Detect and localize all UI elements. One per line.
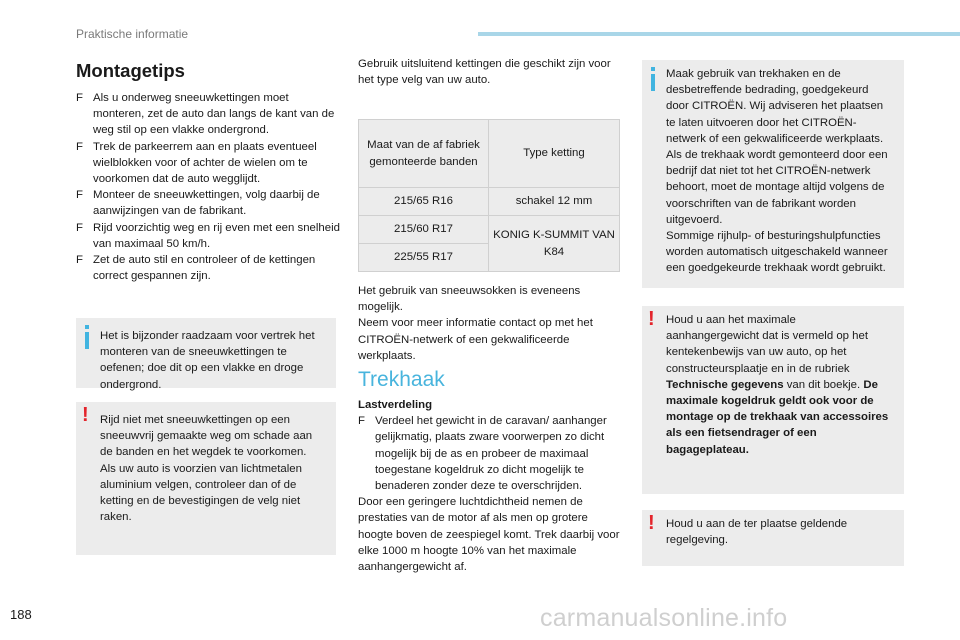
montagetips-info-box (76, 318, 336, 391)
chains-table-wrapper (358, 119, 620, 272)
header-accent-bar (478, 32, 960, 36)
lastverdeling-heading: Lastverdeling (358, 399, 433, 411)
table-header-row (359, 120, 620, 188)
bullet-icon: F (358, 415, 365, 428)
list-item: F Monteer de sneeuwkettingen, volg daarbij de aanwijzingen van de fabrikant. (76, 189, 320, 218)
bullet-icon: F (76, 253, 83, 266)
trekhaak-paragraph: Door een geringere luchtdichtheid nemen de prestaties van de motor af als men op grotere hoogte boven de zeespiegel komt. Trek daarbij voor elke 1000 m hoogte 10% van het maximale aanhangergewicht af. (358, 496, 620, 573)
trekhaak-title: Trekhaak (358, 368, 445, 391)
montagetips-list (76, 90, 340, 284)
info-text: Het is bijzonder raadzaam voor vertrek het monteren van de sneeuwkettingen te oefenen; doe dit op een vlakke en droge ondergrond. (100, 330, 315, 391)
warning-text: Rijd niet met sneeuwkettingen op een sneeuwvrij gemaakte weg om schade aan de banden en het wegdek te voorkomen. Als uw auto is voorzien van lichtmetalen aluminium velgen, controleer dan of de ketting en de bevestigingen de velg niet raken. (100, 414, 313, 524)
table-cell: 215/60 R17 (359, 216, 489, 244)
chains-table (358, 119, 620, 272)
socks-text: Het gebruik van sneeuwsokken is eveneens mogelijk. Neem voor meer informatie contact op met het CITROËN-netwerk of een gekwalificeerde werkplaats. (358, 285, 593, 362)
info-text: Maak gebruik van trekhaken en de desbetreffende bedrading, goedgekeurd door CITROËN. Wij adviseren het plaatsen te laten uitvoeren door het CITROËN-netwerk of een gekwalificeerde werkplaats. Als de trekhaak wordt gemonteerd door een bedrijf dat niet tot het CITROËN-netwerk behoort, moet de montage altijd volgens de voorschriften van de fabrikant worden uitgevoerd. Sommige rijhulp- of besturingshulpfuncties worden automatisch uitgeschakeld wanneer een goedgekeurde trekhaak wordt gebruikt. (666, 68, 888, 275)
bullet-icon: F (76, 221, 83, 234)
page-number: 188 (10, 607, 32, 622)
table-header-cell: Type ketting (489, 120, 620, 188)
list-item: F Rijd voorzichtig weg en rij even met een snelheid van maximaal 50 km/h. (76, 221, 340, 250)
bullet-icon: F (76, 140, 83, 153)
montagetips-warning-box (76, 402, 336, 555)
section-label: Praktische informatie (76, 27, 189, 41)
info-icon (85, 325, 89, 349)
list-item: F Als u onderweg sneeuwkettingen moet monteren, zet de auto dan langs de kant van de weg stil op een vlakke ondergrond. (76, 92, 335, 137)
bullet-icon: F (76, 92, 83, 104)
warning-icon: ! (648, 308, 655, 330)
info-icon (651, 67, 655, 91)
trekhaak-warning-box (642, 306, 904, 494)
table-row (359, 188, 620, 216)
warning-text: Houd u aan het maximale aanhangergewicht dat is vermeld op het kentekenbewijs van uw auto, op het constructeursplaatje en in de rubriek Technische gegevens van dit boekje. De maximale kogeldruk geldt ook voor de montage op de trekhaak van accessoires als een fietsendrager of een bagageplateau. (666, 314, 889, 456)
warning-icon: ! (648, 512, 655, 534)
trekhaak-info-box (642, 60, 904, 288)
table-header-cell: Maat van de af fabriek gemonteerde banden (359, 120, 489, 188)
table-cell: 225/55 R17 (359, 244, 489, 272)
list-item: F Verdeel het gewicht in de caravan/ aanhanger gelijkmatig, plaats zware voorwerpen zo dicht mogelijk bij de as en probeer de maximaal toegestane kogeldruk zo dicht mogelijk te benaderen zonder deze te overschrijden. (358, 415, 607, 492)
table-row (359, 216, 620, 244)
regulations-warning-box (642, 510, 904, 566)
watermark: carmanualsonline.info (540, 604, 788, 632)
table-cell: KONIG K-SUMMIT VAN K84 (489, 216, 620, 272)
table-cell: schakel 12 mm (489, 188, 620, 216)
montagetips-title: Montagetips (76, 60, 185, 81)
warning-icon: ! (82, 404, 89, 426)
warning-text: Houd u aan de ter plaatse geldende regelgeving. (666, 518, 848, 547)
table-cell: 215/65 R16 (359, 188, 489, 216)
chains-intro: Gebruik uitsluitend kettingen die geschikt zijn voor het type velg van uw auto. (358, 58, 611, 87)
trekhaak-section (358, 397, 622, 575)
list-item: F Zet de auto stil en controleer of de kettingen correct gespannen zijn. (76, 253, 316, 283)
list-item: F Trek de parkeerrem aan en plaats eventueel wielblokken voor of achter de wielen om te voorkomen dat de auto wegglijdt. (76, 140, 317, 185)
bullet-icon: F (76, 189, 83, 202)
